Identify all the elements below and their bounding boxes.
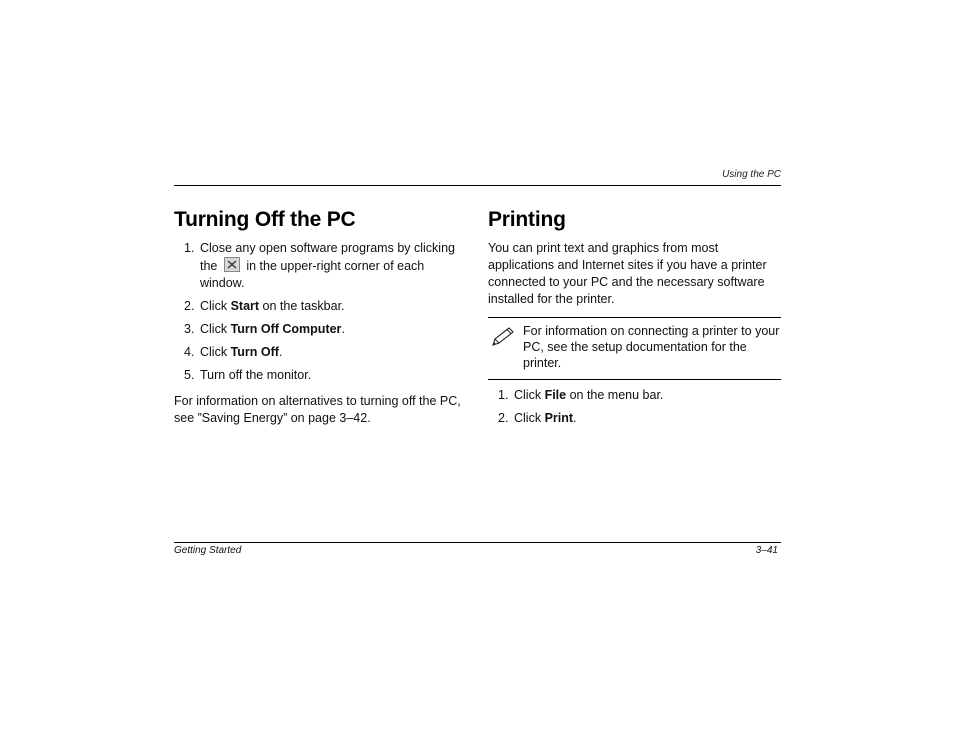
step-text: Click	[514, 411, 545, 425]
step-text: Close any open software programs by clicking the	[200, 241, 455, 273]
close-icon	[224, 257, 240, 272]
ui-term-turn-off: Turn Off	[230, 345, 279, 359]
note-text: For information on connecting a printer to your PC, see the setup documentation for the printer.	[523, 324, 780, 370]
running-header: Using the PC	[722, 169, 781, 180]
ui-term-file: File	[544, 388, 567, 402]
step-text: .	[278, 345, 283, 359]
pencil-note-icon	[490, 326, 516, 353]
section-heading-printing: Printing	[488, 208, 566, 231]
step-text: Turn off the monitor.	[200, 368, 312, 382]
step-text: on the taskbar.	[259, 299, 345, 313]
step-item	[174, 240, 466, 292]
page-number: 3–41	[755, 545, 778, 556]
note-callout	[488, 317, 781, 380]
step-item	[174, 367, 466, 384]
step-number: 5.	[184, 368, 195, 382]
step-text: .	[341, 322, 345, 336]
step-item	[488, 410, 781, 427]
step-number: 1.	[184, 241, 195, 255]
turning-off-section	[174, 206, 466, 427]
printing-steps	[488, 387, 781, 427]
ui-term-turn-off-computer: Turn Off Computer	[230, 322, 342, 336]
ui-term-start: Start	[230, 299, 260, 313]
step-text: Click	[200, 299, 231, 313]
printing-intro: You can print text and graphics from most applications and Internet sites if you have a printer connected to your PC and the necessary software installed for the printer.	[488, 241, 767, 306]
step-number: 3.	[184, 322, 195, 336]
step-item	[174, 321, 466, 338]
step-text: .	[573, 411, 577, 425]
section-heading-turning-off: Turning Off the PC	[174, 208, 356, 231]
step-number: 2.	[184, 299, 195, 313]
step-number: 1.	[498, 388, 509, 402]
printing-section	[488, 206, 781, 433]
step-text: Click	[200, 345, 231, 359]
step-item	[488, 387, 781, 404]
step-number: 4.	[184, 345, 195, 359]
header-rule	[174, 185, 781, 186]
step-text: in the upper-right corner of each window.	[200, 259, 425, 290]
turn-off-steps	[174, 240, 466, 384]
step-item	[174, 298, 466, 315]
step-number: 2.	[498, 411, 509, 425]
step-text: Click	[514, 388, 545, 402]
step-text: Click	[200, 322, 231, 336]
step-item	[174, 344, 466, 361]
footer-book-title: Getting Started	[174, 545, 242, 556]
step-text: on the menu bar.	[566, 388, 664, 402]
ui-term-print: Print	[544, 411, 574, 425]
footer-rule	[174, 542, 781, 543]
cross-reference-note: For information on alternatives to turning off the PC, see ”Saving Energy” on page 3–42.	[174, 394, 461, 425]
